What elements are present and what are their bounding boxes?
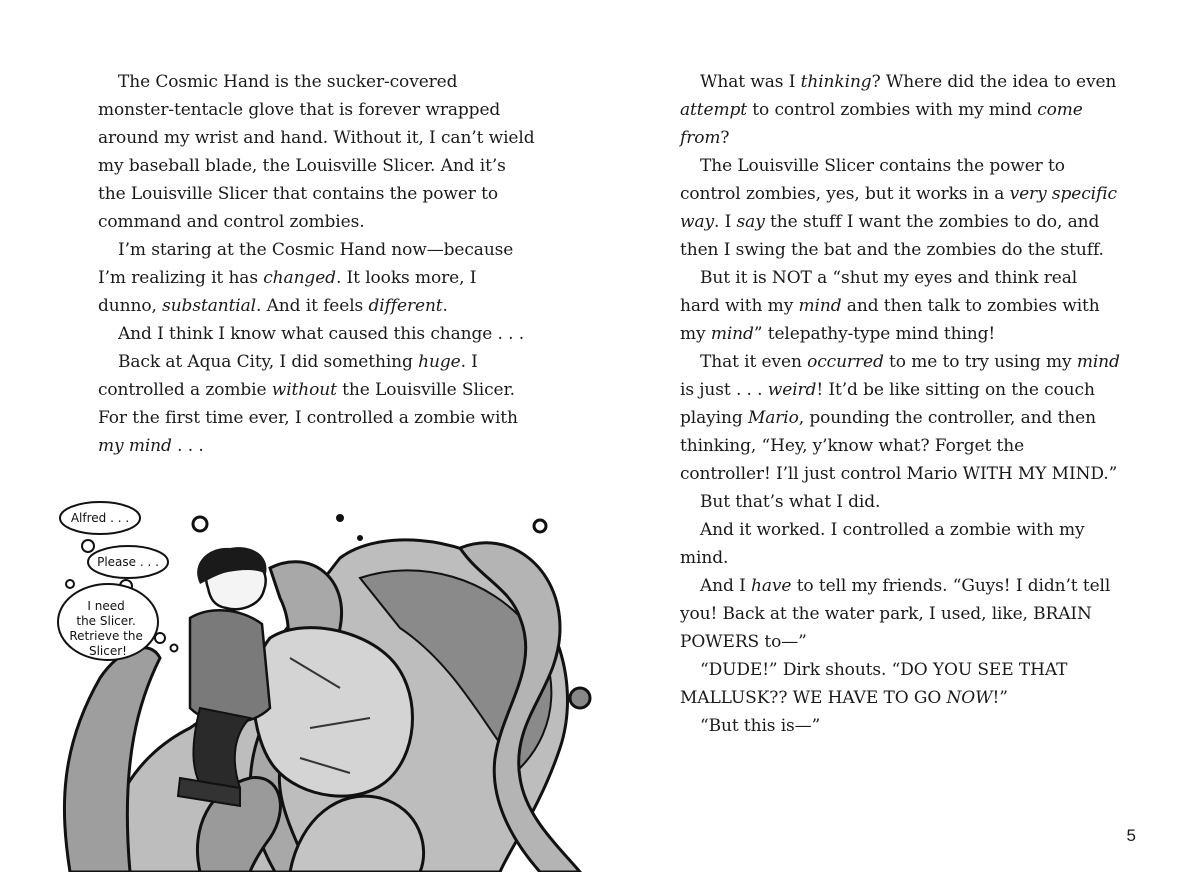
italic-text: substantial: [162, 296, 257, 316]
text-run: . It looks more, I dunno,: [98, 268, 477, 316]
text-run: Back at Aqua City, I did something: [118, 352, 419, 372]
text-run: . I: [714, 212, 737, 232]
debris: [534, 520, 546, 532]
thought-bubble-3: [58, 584, 158, 660]
page-number: 5: [1126, 826, 1136, 845]
text-run: “But this is—”: [700, 716, 821, 736]
italic-text: NOW: [946, 688, 993, 708]
paragraph: [98, 348, 538, 460]
italic-text: mind: [1076, 352, 1120, 372]
thought-bubble-2: [88, 546, 168, 578]
text-run: to me to try using my: [883, 352, 1077, 372]
italic-text: Mario: [747, 408, 799, 428]
debris: [66, 580, 74, 588]
text-run: The Louisville Slicer contains the power to control zombies, yes, but it works in a: [680, 156, 1065, 204]
italic-text: changed: [263, 268, 336, 288]
text-run: ? Where did the idea to even: [871, 72, 1117, 92]
text-run: to tell my friends. “Guys! I didn’t tell you! Back at the water park, I used, like, BRAIN POWERS to—”: [680, 576, 1111, 652]
debris: [570, 688, 590, 708]
italic-text: have: [751, 576, 792, 596]
right-text-column: [680, 68, 1120, 740]
italic-text: my mind: [98, 436, 172, 456]
italic-text: mind: [798, 296, 842, 316]
paragraph: [98, 236, 538, 320]
paragraph: [680, 264, 1120, 348]
italic-text: different: [368, 296, 443, 316]
text-run: . I controlled a zombie: [98, 352, 478, 400]
italic-text: mind: [710, 324, 754, 344]
text-run: “DUDE!” Dirk shouts. “DO YOU SEE THAT MALLUSK?? WE HAVE TO GO: [680, 660, 1068, 708]
debris: [336, 514, 344, 522]
italic-text: without: [271, 380, 337, 400]
text-run: the stuff I want the zombies to do, and then I swing the bat and the zombies do the stuff.: [680, 212, 1104, 260]
italic-text: thinking: [800, 72, 872, 92]
bubble-text: Alfred . . .: [70, 511, 130, 525]
italic-text: weird: [767, 380, 817, 400]
text-run: ” telepathy-type mind thing!: [753, 324, 996, 344]
debris: [193, 517, 207, 531]
text-run: . . .: [171, 436, 204, 456]
bubble-text: I need the Slicer. Retrieve the Slicer!: [69, 599, 143, 658]
text-run: I’m staring at the Cosmic Hand now—because I’m realizing it has: [98, 240, 514, 288]
bubble-text: Please . . .: [97, 555, 159, 569]
paragraph: [680, 152, 1120, 264]
paragraph: [680, 712, 1120, 740]
left-text-column: [98, 68, 538, 460]
italic-text: huge: [418, 352, 461, 372]
text-run: And I think I know what caused this change . . .: [118, 324, 525, 344]
text-run: And it worked. I controlled a zombie with my mind.: [680, 520, 1085, 568]
italic-text: very specific way: [680, 184, 1117, 232]
italic-text: say: [736, 212, 765, 232]
text-run: is just . . .: [680, 380, 768, 400]
text-run: What was I: [700, 72, 801, 92]
paragraph: [680, 656, 1120, 712]
right-page: [600, 0, 1200, 872]
paragraph: [98, 320, 538, 348]
italic-text: attempt: [680, 100, 747, 120]
paragraph: [680, 572, 1120, 656]
text-run: the Louisville Slicer. For the first time ever, I controlled a zombie with: [98, 380, 518, 428]
text-run: . And it feels: [256, 296, 369, 316]
paragraph: [98, 68, 538, 236]
text-run: !”: [992, 688, 1008, 708]
text-run: and then talk to zombies with my: [680, 296, 1100, 344]
text-run: And I: [700, 576, 752, 596]
text-run: ?: [720, 128, 730, 148]
text-run: The Cosmic Hand is the sucker-covered monster-tentacle glove that is forever wrapped around my wrist and hand. Without it, I can’t wield my baseball blade, the Louisville Slicer. And it’s the Louisville Slicer that contains the power to command and control zombies.: [98, 72, 535, 232]
paragraph: [680, 68, 1120, 152]
italic-text: come from: [680, 100, 1083, 148]
debris: [357, 535, 363, 541]
paragraph: [680, 488, 1120, 516]
text-run: .: [442, 296, 448, 316]
text-run: But it is NOT a “shut my eyes and think real hard with my: [680, 268, 1078, 316]
text-run: ! It’d be like sitting on the couch playing: [680, 380, 1095, 428]
illustration: [40, 488, 600, 872]
italic-text: occurred: [807, 352, 884, 372]
paragraph: [680, 516, 1120, 572]
text-run: , pounding the controller, and then thinking, “Hey, y’know what? Forget the controller! I’ll just control Mario WITH MY MIND.”: [680, 408, 1118, 484]
text-run: That it even: [700, 352, 808, 372]
text-run: But that’s what I did.: [700, 492, 881, 512]
text-run: to control zombies with my mind: [747, 100, 1038, 120]
paragraph: [680, 348, 1120, 488]
thought-bubble-1: [60, 502, 140, 534]
